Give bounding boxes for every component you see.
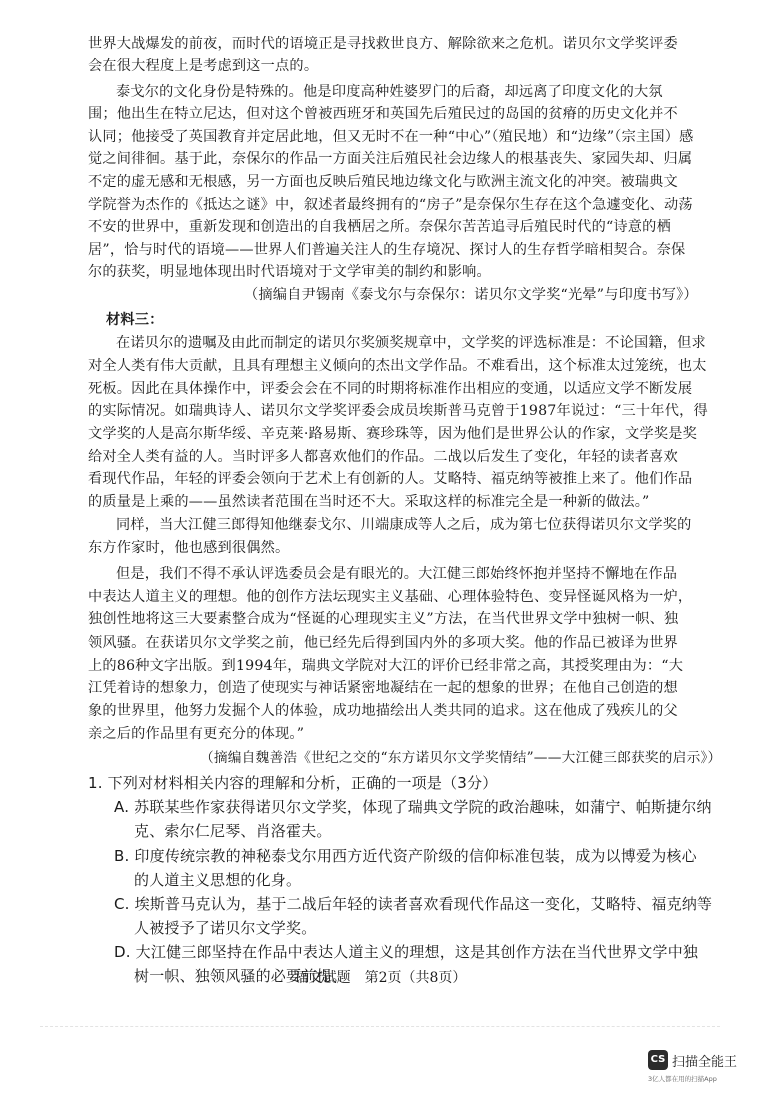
text-line: 觉之间徘徊。基于此，奈保尔的作品一方面关注后殖民社会边缘人的根基丧失、家园失却、归属 (88, 151, 693, 167)
text-line: 会在很大程度上是考虑到这一点的。 (88, 58, 319, 74)
question-stem: 1. 下列对材料相关内容的理解和分析，正确的一项是（3分） (88, 774, 498, 792)
text-line: 对全人类有伟大贡献，且具有理想主义倾向的杰出文学作品。不难看出，这个标准太过笼统，也太 (88, 358, 707, 374)
scanner-watermark (648, 1050, 748, 1090)
text-line: 但是，我们不得不承认评选委员会是有眼光的。大江健三郎始终怀抱并坚持不懈地在作品 (116, 566, 678, 582)
answer-option-line: C. 埃斯普马克认为，基于二战后年轻的读者喜欢看现代作品这一变化，艾略特、福克纳等 (114, 895, 713, 913)
text-line: 认同；他接受了英国教育并定居此地，但又无时不在一种“中心”（殖民地）和“边缘”（宗主国）感 (88, 129, 694, 145)
text-line: 不安的世界中，重新发现和创造出的自我栖居之所。奈保尔苦苦追寻后殖民时代的“诗意的栖 (88, 219, 671, 235)
text-line: 世界大战爆发的前夜，而时代的语境正是寻找救世良方、解除欲来之危机。诺贝尔文学奖评委 (88, 36, 678, 52)
text-line: 文学奖的人是高尔斯华绥、辛克莱·路易斯、赛珍珠等，因为他们是世界公认的作家，文学奖是奖 (88, 426, 697, 442)
text-line: 的实际情况。如瑞典诗人、诺贝尔文学奖评委会成员埃斯普马克曾于1987年说过：“三十年代，得 (88, 403, 708, 419)
text-line: 材料三： (106, 312, 164, 328)
text-line: 泰戈尔的文化身份是特殊的。他是印度高种姓婆罗门的后裔，却远离了印度文化的大氛 (116, 84, 663, 100)
text-line: 同样，当大江健三郎得知他继泰戈尔、川端康成等人之后，成为第七位获得诺贝尔文学奖的 (116, 517, 692, 533)
answer-option-line: 克、索尔仁尼琴、肖洛霍夫。 (134, 822, 332, 840)
text-line: 不定的虚无感和无根感，另一方面也反映后殖民地边缘文化与欧洲主流文化的冲突。被瑞典文 (88, 174, 678, 190)
text-line: 围；他出生在特立尼达，但对这个曾被西班牙和英国先后殖民过的岛国的贫瘠的历史文化并不 (88, 106, 678, 122)
text-line: 上的86种文字出版。到1994年，瑞典文学院对大江的评价已经非常之高，其授奖理由为：“大 (88, 658, 684, 674)
answer-option-line: B. 印度传统宗教的神秘泰戈尔用西方近代资产阶级的信仰标准包装，成为以博爱为核心 (114, 847, 697, 865)
text-line: 亲之后的作品里有更充分的体现。” (88, 726, 305, 742)
answer-option-line: 的人道主义思想的化身。 (134, 871, 302, 889)
camscanner-logo-icon: CS (648, 1050, 668, 1070)
text-line: 居”，恰与时代的语境——世界人们普遍关注人的生存境况、探讨人的生存哲学暗相契合。奈保 (88, 242, 686, 258)
scanner-app-tagline: 3亿人都在用的扫描App (648, 1075, 717, 1083)
text-line: 的质量是上乘的——虽然读者范围在当时还不大。采取这样的标准完全是一种新的做法。” (88, 494, 650, 510)
text-line: （摘编自魏善浩《世纪之交的“东方诺贝尔文学奖情结”——大江健三郎获奖的启示》） (200, 750, 722, 766)
text-line: 东方作家时，他也感到很偶然。 (88, 540, 290, 556)
text-line: 象的世界里，他努力发掘个人的体验，成功地描绘出人类共同的追求。这在他成了残疾儿的父 (88, 703, 678, 719)
answer-option-line: 人被授予了诺贝尔文学奖。 (134, 919, 317, 937)
answer-option-line: D. 大江健三郎坚持在作品中表达人道主义的理想，这是其创作方法在当代世界文学中独 (114, 943, 699, 961)
text-line: 尔的获奖，明显地体现出时代语境对于文学审美的制约和影响。 (88, 264, 491, 280)
text-line: （摘编自尹锡南《泰戈尔与奈保尔：诺贝尔文学奖“光晕”与印度书写》） (244, 287, 698, 303)
scanner-app-name: 扫描全能王 (672, 1055, 738, 1070)
text-line: 死板。因此在具体操作中，评委会会在不同的时期将标准作出相应的变通，以适应文学不断发展 (88, 381, 693, 397)
text-line: 独创性地将这三大要素整合成为“怪诞的心理现实主义”方法，在当代世界文学中独树一帜、独 (88, 611, 679, 627)
text-line: 领风骚。在获诺贝尔文学奖之前，他已经先后得到国内外的多项大奖。他的作品已被译为世界 (88, 635, 678, 651)
text-line: 江凭着诗的想象力，创造了使现实与神话紧密地凝结在一起的想象的世界；在他自己创造的想 (88, 680, 678, 696)
page-footer: 语文试题 第2页（共8页） (294, 970, 467, 986)
answer-option-line: 树一帜、独领风骚的必要前提。 (134, 967, 347, 985)
text-line: 中表达人道主义的理想。他的创作方法坛现实主义基础、心理体验特色、变异怪诞风格为一炉， (88, 589, 693, 605)
divider (40, 1026, 720, 1027)
text-line: 给对全人类有益的人。当时评多人都喜欢他们的作品。二战以后发生了变化，年轻的读者喜欢 (88, 449, 678, 465)
text-line: 看现代作品，年轻的评委会领向于艺术上有创新的人。艾略特、福克纳等被推上来了。他们作品 (88, 471, 693, 487)
text-line: 学院誉为杰作的《抵达之谜》中，叙述者最终拥有的“房子”是奈保尔生存在这个急遽变化、动荡 (88, 197, 693, 213)
answer-option-line: A. 苏联某些作家获得诺贝尔文学奖，体现了瑞典文学院的政治趣味，如蒲宁、帕斯捷尔纳 (114, 798, 712, 816)
text-line: 在诺贝尔的遗嘱及由此而制定的诺贝尔奖颁奖规章中，文学奖的评选标准是：不论国籍，但求 (116, 335, 706, 351)
